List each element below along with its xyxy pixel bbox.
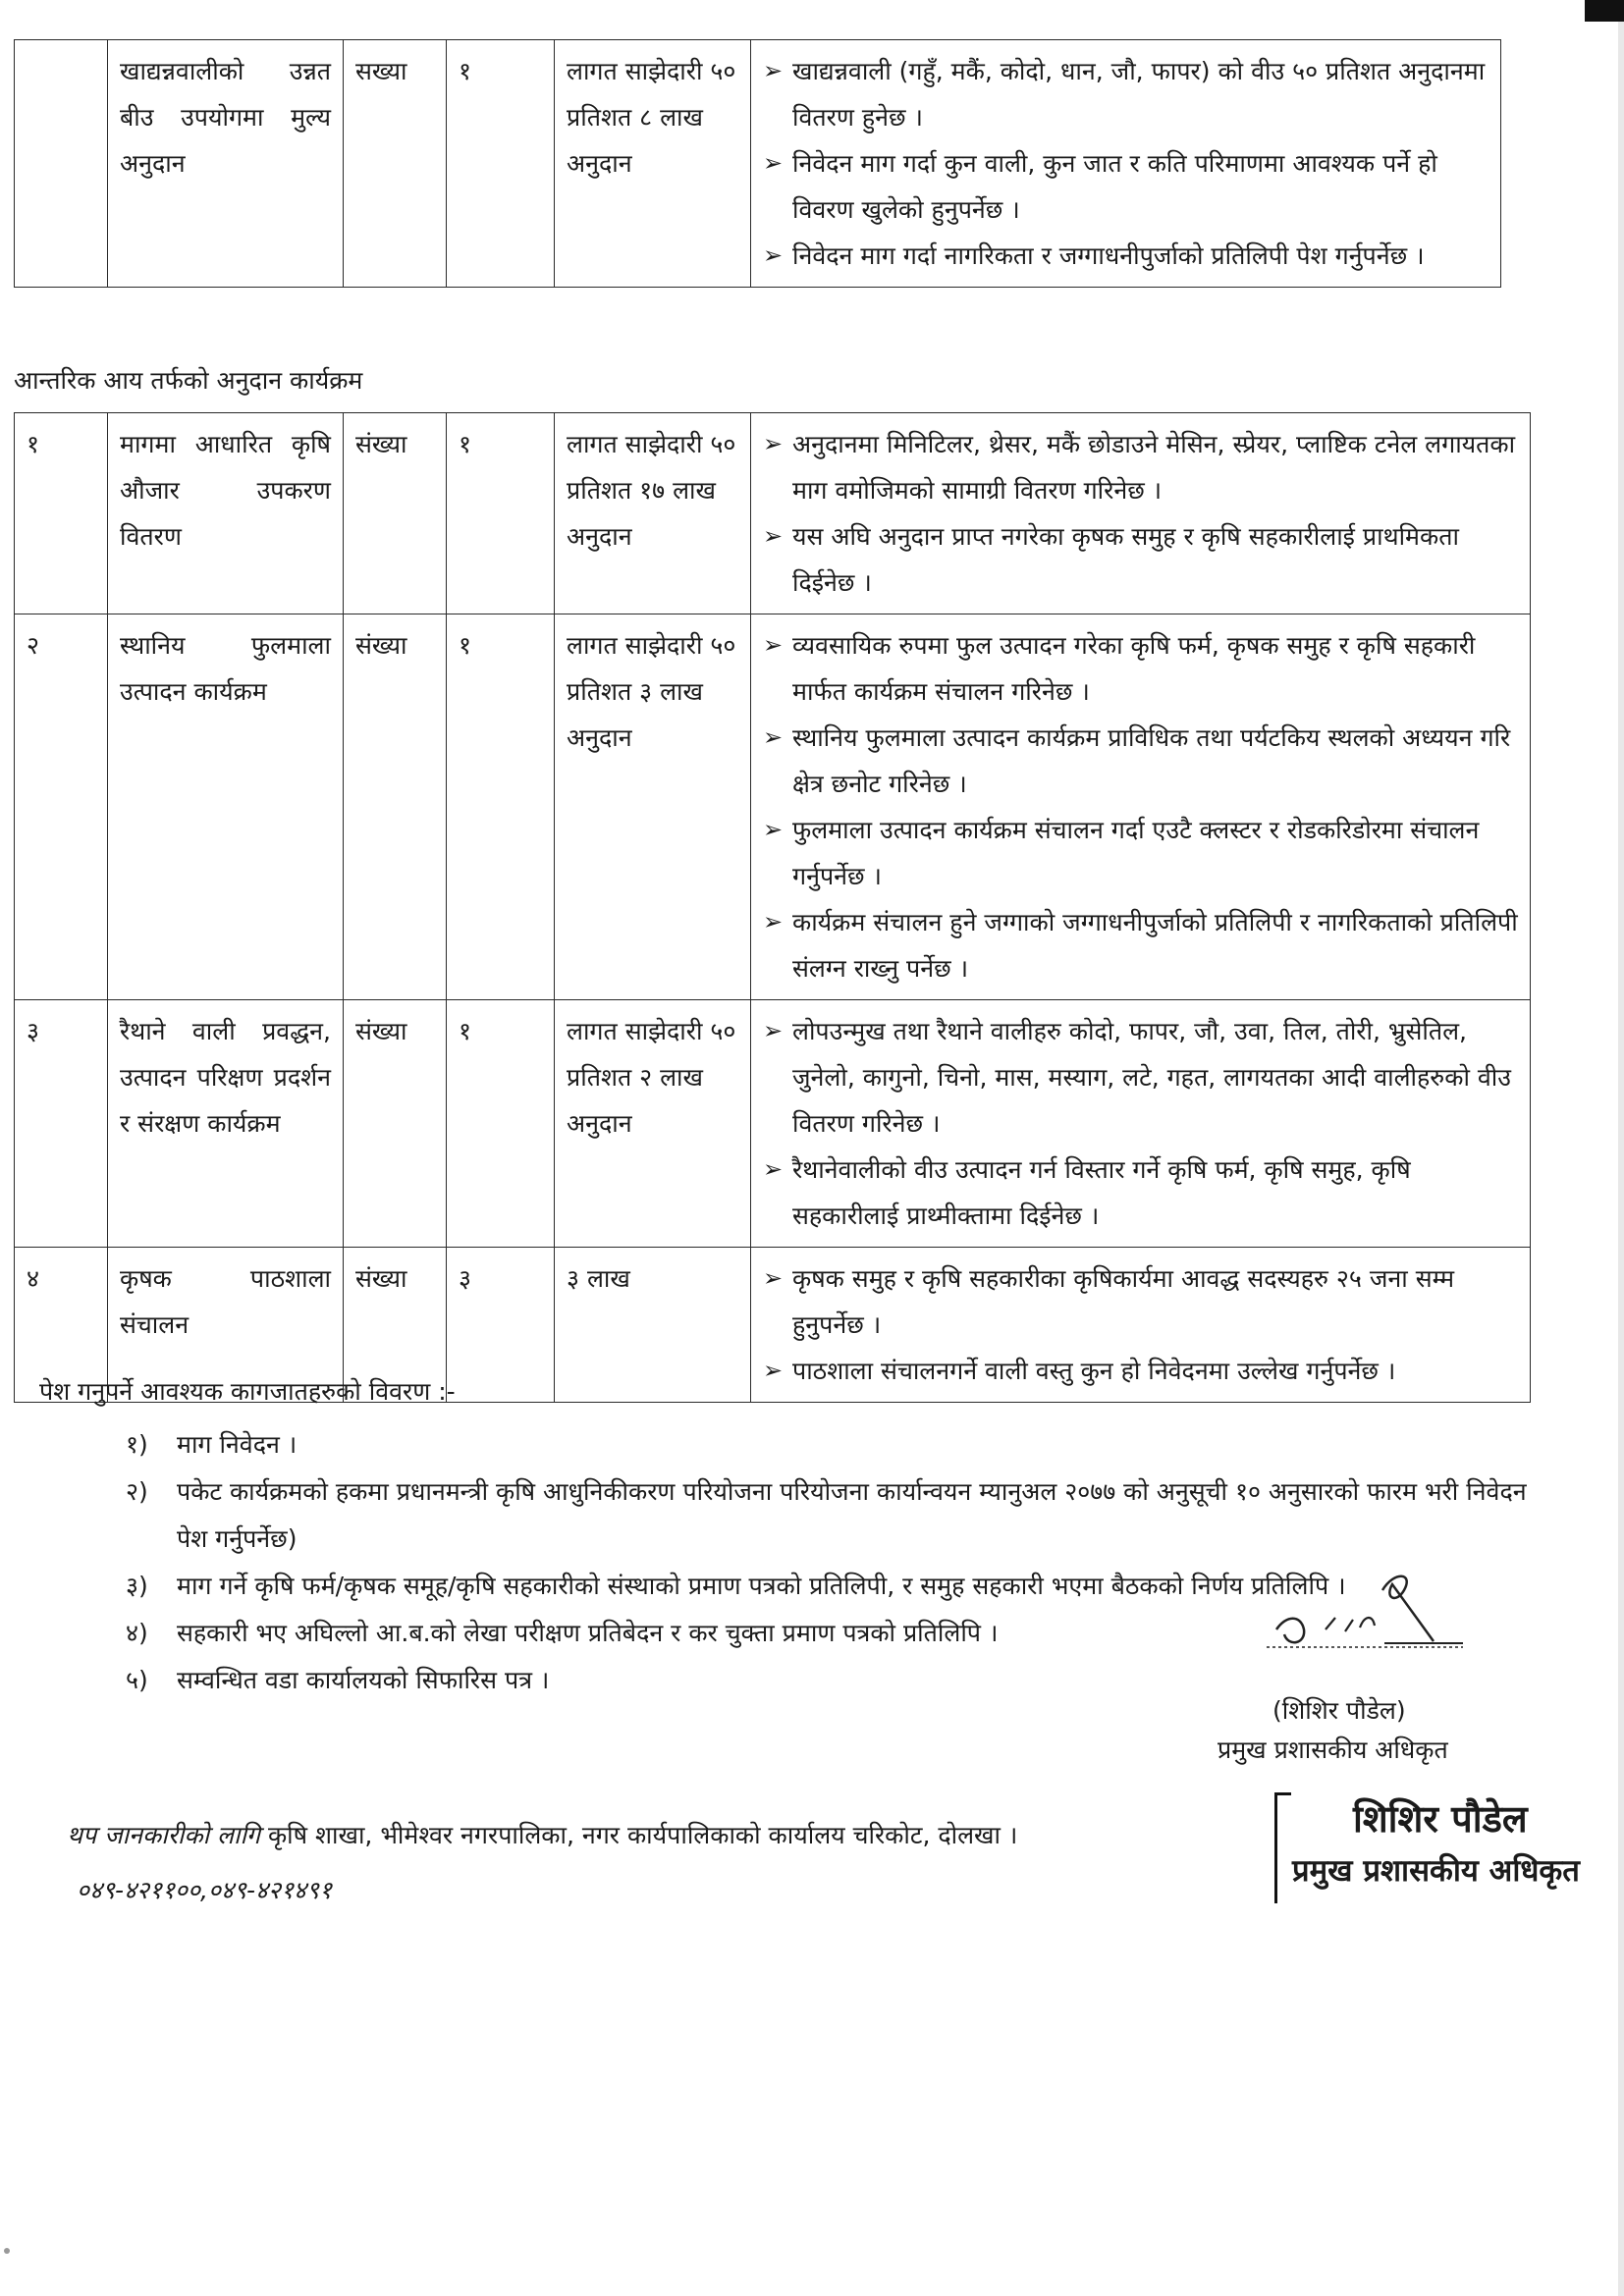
program-name: खाद्यन्नवालीको उन्नत बीउ उपयोगमा मुल्य अनुदान: [120, 57, 331, 178]
contact-label: थप जानकारीको लागि: [67, 1821, 260, 1849]
program-cell: [108, 614, 344, 1000]
budget-text: लागत साझेदारी ५० प्रतिशत २ लाख अनुदान: [567, 1017, 736, 1138]
contact-info: [67, 1818, 1017, 1851]
unit-cell: [344, 614, 447, 1000]
budget-text: लागत साझेदारी ५० प्रतिशत ३ लाख अनुदान: [567, 631, 736, 752]
conditions-cell: [751, 1000, 1531, 1248]
document-text: सहकारी भए अघिल्लो आ.ब.को लेखा परीक्षण प्रतिबेदन र कर चुक्ता प्रमाण पत्रको प्रतिलिपि ।: [177, 1619, 999, 1647]
handwritten-signature: [1267, 1561, 1473, 1669]
condition-item: ➢ पाठशाला संचालनगर्ने वाली वस्तु कुन हो निवेदनमा उल्लेख गर्नुपर्नेछ ।: [763, 1348, 1518, 1394]
row-num: ३: [27, 1017, 40, 1045]
row-num-cell: [15, 40, 108, 288]
conditions-cell: [751, 614, 1531, 1000]
row-num: १: [27, 430, 40, 458]
budget-cell: [555, 1000, 751, 1248]
condition-item: ➢ फुलमाला उत्पादन कार्यक्रम संचालन गर्दा एउटै क्लस्टर र रोडकरिडोरमा संचालन गर्नुपर्नेछ ।: [763, 807, 1518, 899]
qty-text: ३: [459, 1264, 472, 1293]
budget-text: ३ लाख: [567, 1264, 630, 1293]
stamp-bracket: [1274, 1792, 1291, 1903]
program-name: मागमा आधारित कृषि औजार उपकरण वितरण: [120, 430, 331, 551]
document-num: ३): [126, 1572, 148, 1600]
condition-item: ➢ निवेदन माग गर्दा कुन वाली, कुन जात र कति परिमाणमा आवश्यक पर्ने हो विवरण खुलेको हुनुपर्नेछ ।: [763, 140, 1489, 233]
document-num: १): [126, 1430, 148, 1459]
condition-item: ➢ व्यवसायिक रुपमा फुल उत्पादन गरेका कृषि फर्म, कृषक समुह र कृषि सहकारी मार्फत कार्यक्रम संचालन गरिनेछ ।: [763, 622, 1518, 715]
qty-cell: [447, 40, 555, 288]
row-num-cell: [15, 1000, 108, 1248]
condition-item: ➢ निवेदन माग गर्दा नागरिकता र जग्गाधनीपुर्जाको प्रतिलिपी पेश गर्नुपर्नेछ ।: [763, 233, 1489, 279]
table-row: [15, 614, 1531, 1000]
conditions-list: [763, 1255, 1518, 1394]
budget-cell: [555, 413, 751, 614]
stamp-title: प्रमुख प्रशासकीय अधिकृत: [1292, 1853, 1580, 1889]
unit-text: संख्या: [355, 1017, 407, 1045]
document-text: पकेट कार्यक्रमको हकमा प्रधानमन्त्री कृषि आधुनिकीकरण परियोजना परियोजना कार्यान्वयन म्यानुअल २०७७ को अनुसूची १० अनुसारको फारम भरी निवेदन पेश गर्नुपर्नेछ): [177, 1477, 1527, 1553]
qty-text: १: [459, 1017, 472, 1045]
condition-item: ➢ अनुदानमा मिनिटिलर, थ्रेसर, मकैं छोडाउने मेसिन, स्प्रेयर, प्लाष्टिक टनेल लगायतका माग वमोजिमको सामाग्री वितरण गरिनेछ ।: [763, 421, 1518, 513]
qty-cell: [447, 614, 555, 1000]
budget-text: लागत साझेदारी ५० प्रतिशत ८ लाख अनुदान: [567, 57, 736, 178]
qty-text: १: [459, 631, 472, 660]
page-edge: [1618, 0, 1624, 2296]
document-item: [126, 1468, 1549, 1563]
condition-item: ➢ कृषक समुह र कृषि सहकारीका कृषिकार्यमा आवद्ध सदस्यहरु २५ जना सम्म हुनुपर्नेछ ।: [763, 1255, 1518, 1348]
signatory-title: प्रमुख प्रशासकीय अधिकृत: [1218, 1735, 1448, 1764]
conditions-list: [763, 622, 1518, 991]
program-name: कृषक पाठशाला संचालन: [120, 1264, 331, 1339]
program-cell: [108, 413, 344, 614]
table-row: [15, 40, 1501, 288]
program-cell: [108, 40, 344, 288]
qty-text: १: [459, 430, 472, 458]
document-num: ४): [126, 1619, 148, 1647]
condition-item: ➢ रैथानेवालीको वीउ उत्पादन गर्न विस्तार गर्ने कृषि फर्म, कृषि समुह, कृषि सहकारीलाई प्राथ्मीक्तामा दिईनेछ ।: [763, 1147, 1518, 1239]
program-name: स्थानिय फुलमाला उत्पादन कार्यक्रम: [120, 631, 331, 706]
condition-item: ➢ कार्यक्रम संचालन हुने जग्गाको जग्गाधनीपुर्जाको प्रतिलिपी र नागरिकताको प्रतिलिपी संलग्न राख्नु पर्नेछ ।: [763, 899, 1518, 991]
document-text: माग गर्ने कृषि फर्म/कृषक समूह/कृषि सहकारीको संस्थाको प्रमाण पत्रको प्रतिलिपी, र समुह सहकारी भएमा बैठकको निर्णय प्रतिलिपि ।: [177, 1572, 1346, 1600]
row-num: २: [27, 631, 40, 660]
document-text: माग निवेदन ।: [177, 1430, 298, 1459]
qty-cell: [447, 413, 555, 614]
qty-text: १: [459, 57, 472, 85]
qty-cell: [447, 1000, 555, 1248]
unit-text: सख्या: [355, 57, 407, 85]
qty-cell: [447, 1248, 555, 1403]
conditions-cell: [751, 40, 1501, 288]
unit-cell: [344, 413, 447, 614]
conditions-cell: [751, 1248, 1531, 1403]
document-num: २): [126, 1477, 148, 1506]
budget-cell: [555, 614, 751, 1000]
condition-item: ➢ लोपउन्मुख तथा रैथाने वालीहरु कोदो, फापर, जौ, उवा, तिल, तोरी, भ्रुसेतिल, जुनेलो, कागुनो, चिनो, मास, मस्याग, लटे, गहत, लागयतका आदी वालीहरुको वीउ वितरण गरिनेछ ।: [763, 1008, 1518, 1147]
row-num-cell: [15, 614, 108, 1000]
unit-text: संख्या: [355, 430, 407, 458]
section-heading: आन्तरिक आय तर्फको अनुदान कार्यक्रम: [14, 366, 363, 395]
document-num: ५): [126, 1666, 148, 1694]
condition-item: ➢ यस अघि अनुदान प्राप्त नगरेका कृषक समुह र कृषि सहकारीलाई प्राथमिकता दिईनेछ ।: [763, 513, 1518, 606]
conditions-list: [763, 48, 1489, 279]
document-item: [126, 1421, 1549, 1468]
program-cell: [108, 1000, 344, 1248]
official-stamp: [1274, 1789, 1613, 1904]
unit-cell: [344, 40, 447, 288]
unit-cell: [344, 1000, 447, 1248]
budget-text: लागत साझेदारी ५० प्रतिशत १७ लाख अनुदान: [567, 430, 736, 551]
contact-phone: ०४९-४२११००,०४९-४२१४९१: [77, 1876, 332, 1904]
budget-cell: [555, 40, 751, 288]
unit-text: संख्या: [355, 631, 407, 660]
row-num: ४: [27, 1264, 40, 1293]
documents-heading: पेश गनुपर्ने आवश्यक कागजातहरुको विवरण :-: [39, 1377, 456, 1406]
scan-speck: [4, 2248, 10, 2254]
table-row: [15, 1000, 1531, 1248]
conditions-list: [763, 1008, 1518, 1239]
program-name: रैथाने वाली प्रवद्धन, उत्पादन परिक्षण प्रदर्शन र संरक्षण कार्यक्रम: [120, 1017, 331, 1138]
conditions-list: [763, 421, 1518, 606]
signatory-name: (शिशिर पौडेल): [1272, 1696, 1406, 1725]
document-text: सम्वन्धित वडा कार्यालयको सिफारिस पत्र ।: [177, 1666, 550, 1694]
budget-cell: [555, 1248, 751, 1403]
condition-item: ➢ स्थानिय फुलमाला उत्पादन कार्यक्रम प्राविधिक तथा पर्यटकिय स्थलको अध्ययन गरि क्षेत्र छनोट गरिनेछ ।: [763, 715, 1518, 807]
stamp-name: शिशिर पौडेल: [1353, 1797, 1528, 1841]
condition-item: ➢ खाद्यन्नवाली (गहुँ, मकैं, कोदो, धान, जौ, फापर) को वीउ ५० प्रतिशत अनुदानमा वितरण हुनेछ ।: [763, 48, 1489, 140]
program-table-top: [14, 39, 1501, 288]
scan-corner-mark: [1585, 0, 1624, 22]
program-table: [14, 412, 1531, 1403]
table-row: [15, 413, 1531, 614]
unit-text: संख्या: [355, 1264, 407, 1293]
row-num-cell: [15, 413, 108, 614]
conditions-cell: [751, 413, 1531, 614]
contact-text: कृषि शाखा, भीमेश्वर नगरपालिका, नगर कार्यपालिकाको कार्यालय चरिकोट, दोलखा ।: [267, 1821, 1018, 1849]
